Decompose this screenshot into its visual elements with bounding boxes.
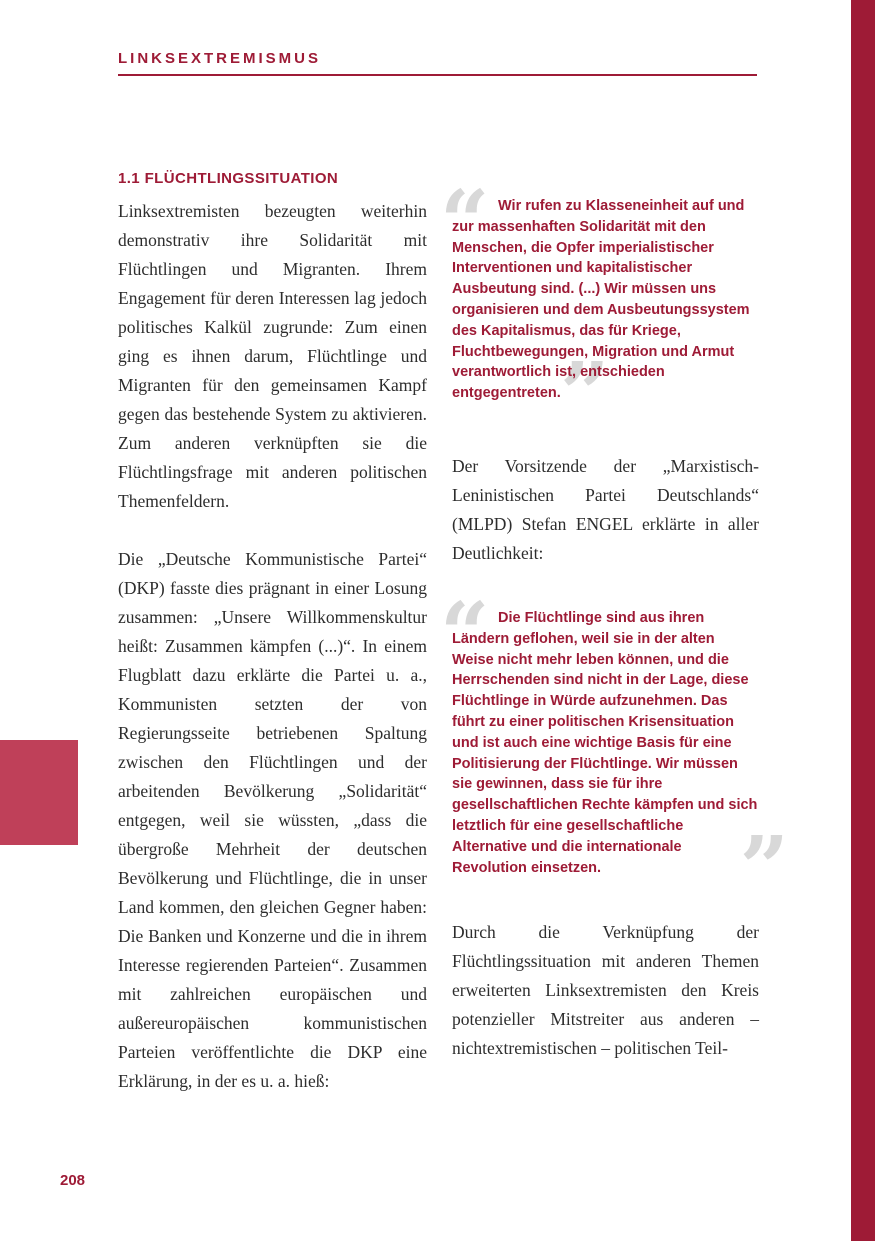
body-paragraph: Durch die Verknüpfung der Flüchtlingssituation mit anderen Themen erweiterten Linksextremisten den Kreis potenzieller Mitstreiter aus anderen – nichtextremistischen – politischen Teil- — [452, 922, 759, 1059]
left-text-column — [118, 197, 427, 1096]
quote-open-icon: “ — [440, 583, 490, 685]
section-title: 1.1 FLÜCHTLINGSSITUATION — [118, 170, 339, 187]
body-paragraph: Der Vorsitzende der „Marxistisch-Leninistischen Partei Deutschlands“ (MLPD) Stefan ENGEL erklärte in aller Deutlichkeit: — [452, 455, 759, 563]
quote-open-icon: “ — [440, 172, 490, 273]
pull-quote-mlpd — [440, 583, 789, 920]
right-text-column — [440, 172, 789, 1063]
body-paragraph: Die „Deutsche Kommunistische Partei“ (DKP) fasste dies prägnant in einer Losung zusammen: „Unsere Willkommenskultur heißt: Zusammen kämpfen (...)“. In einem Flugblatt dazu erklärte die Partei u. a., Kommunisten setzten der von Regierungsseite betriebenen Spaltung zwischen den Flüchtlingen und der arbeitenden Bevölkerung „Solidarität“ entgegen, weil sie wüssten, „dass die übergroße Mehrheit der deutschen Bevölkerung und Flüchtlinge, die in unser Land kommen, den gleichen Gegner haben: Die Banken und Konzerne und die in ihrem Interesse regierenden Parteien“. Zusammen mit zahlreichen europäischen und außereuropäischen kommunistischen Parteien veröffentlichte die DKP eine Erklärung, in der es u. a. hieß: — [118, 549, 427, 1091]
right-edge-accent-bar — [851, 0, 875, 1241]
quote-close-icon: ” — [739, 818, 789, 920]
pull-quote-dkp — [440, 172, 759, 445]
pull-quote-text: Die Flüchtlinge sind aus ihren Ländern geflohen, weil sie in der alten Weise nicht mehr leben können, und die Herrschenden sind nicht in der Lage, diese Flüchtlinge in Würde aufzunehmen. Das führt zu einer politischen Krisensituation und ist auch eine wichtige Basis für eine Politisierung der Flüchtlinge. Wir müssen sie gewinnen, dass sie für ihre gesellschaftlichen Rechte kämpfen und sich letztlich für eine gesellschaftliche Alternative und die internationale Revolution einsetzen. — [452, 609, 758, 876]
quote-close-icon: ” — [560, 343, 610, 445]
body-paragraph: Linksextremisten bezeugten weiterhin demonstrativ ihre Solidarität mit Flüchtlingen und Migranten. Ihrem Engagement für deren Interessen lag jedoch politisches Kalkül zugrunde: Zum einen ging es ihnen darum, Flüchtlinge und Migranten für den gemeinsamen Kampf gegen das bestehende System zu aktivieren. Zum anderen verknüpften sie die Flüchtlingsfrage mit anderen politischen Themenfeldern. — [118, 201, 427, 511]
pull-quote-text: Wir rufen zu Klasseneinheit auf und zur massenhaften Solidarität mit den Menschen, die Opfer imperialistischer Interventionen und kapitalistischer Ausbeutung sind. (...) Wir müssen uns organisieren und dem Ausbeutungssystem des Kapitalismus, das für Kriege, Fluchtbewegungen, Migration und Armut verantwortlich ist, entschieden entgegentreten. — [452, 198, 750, 402]
left-margin-chapter-marker — [0, 740, 78, 845]
header-divider — [118, 74, 757, 76]
page-number: 208 — [60, 1172, 86, 1189]
chapter-header: LINKSEXTREMISMUS — [118, 50, 322, 67]
